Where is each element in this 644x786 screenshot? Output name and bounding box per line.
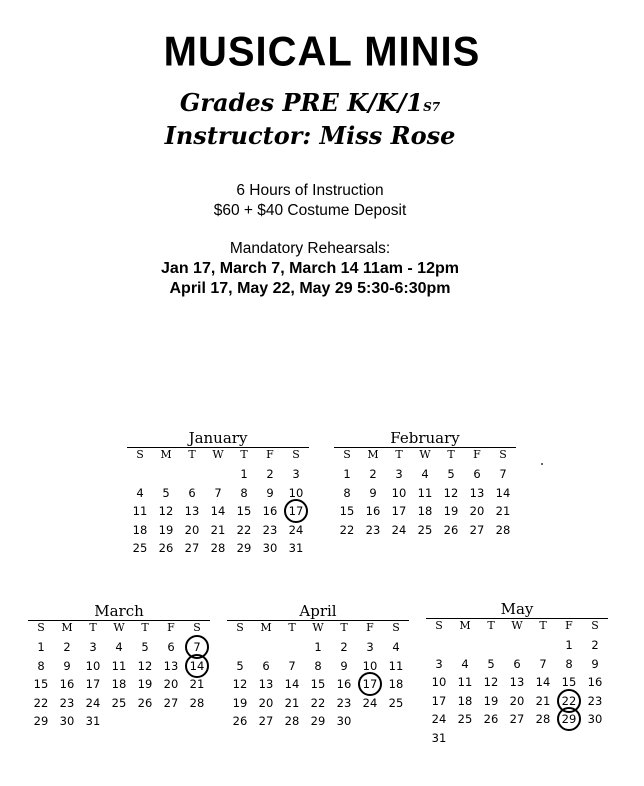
calendar-day: 23 [262,522,278,537]
calendar-day: 10 [362,658,378,673]
calendar-day: 26 [158,541,174,555]
rehearsal-circle [284,499,308,523]
calendar-day: 19 [232,695,248,710]
calendar-day: 15 [310,677,326,691]
calendar-day: 15 [236,504,252,518]
calendar-day-grid [127,462,309,559]
calendar-day: 22 [236,522,252,537]
calendar-day: 10 [85,658,101,673]
calendar-day: 20 [258,695,274,710]
calendar-day: 28 [210,541,226,555]
calendar-day: 28 [495,522,511,537]
calendar-day: 21 [535,693,551,708]
calendar-day: 5 [141,640,149,654]
calendar-day: 9 [63,658,71,673]
calendar-day: 16 [365,504,381,518]
calendar-day: 12 [137,658,153,673]
calendar-day: 20 [184,522,200,537]
calendar-day: 27 [184,541,200,555]
calendar-day: 19 [483,693,499,708]
calendar-day: 20 [469,504,485,518]
calendar-day: 8 [343,485,351,500]
weekday-header: T [141,621,149,634]
calendar-day: 27 [509,712,525,726]
calendar-month-title: March [28,603,210,621]
calendar-day: 23 [59,695,75,710]
weekday-header-row [127,448,309,462]
calendar-january [127,430,309,559]
calendar-may [426,601,608,748]
weekday-header: T [447,448,455,461]
calendar-day: 22 [33,695,49,710]
calendar-day: 15 [561,675,577,689]
calendar-day: 4 [461,656,469,671]
weekday-header: T [288,621,296,634]
weekday-header: S [136,448,144,461]
calendar-february [334,430,516,540]
calendar-day: 29 [310,714,326,728]
calendar-day: 6 [262,658,270,673]
calendar-day: 4 [392,640,400,654]
calendar-day: 21 [284,695,300,710]
grades-suffix: S7 [423,100,441,114]
calendar-day: 11 [457,675,473,689]
calendar-day: 18 [388,677,404,691]
rehearsal-circle [185,654,209,678]
weekday-header: S [37,621,45,634]
calendar-day: 23 [336,695,352,710]
calendar-day: 28 [284,714,300,728]
weekday-header: S [392,621,400,634]
calendar-day: 19 [137,677,153,691]
calendar-day: 1 [314,640,322,654]
calendar-day: 28 [189,695,205,710]
calendar-day: 17 [283,502,309,520]
calendar-day: 26 [232,714,248,728]
calendar-day: 8 [240,485,248,500]
calendar-day: 17 [85,677,101,691]
weekday-header: S [193,621,201,634]
weekday-header: S [236,621,244,634]
calendar-day: 24 [362,695,378,710]
rehearsal-circle [557,707,581,731]
calendar-day: 25 [111,695,127,710]
calendar-day: 16 [262,504,278,518]
calendar-day: 29 [236,541,252,555]
calendar-day: 11 [417,485,433,500]
calendar-day: 30 [336,714,352,728]
calendar-day: 9 [340,658,348,673]
calendar-day: 21 [210,522,226,537]
page-title: MUSICAL MINIS [163,28,481,76]
calendar-day: 19 [443,504,459,518]
calendar-day: 14 [535,675,551,689]
calendar-day: 14 [284,677,300,691]
calendar-day: 25 [417,522,433,537]
weekday-header: S [292,448,300,461]
calendar-day: 24 [288,522,304,537]
calendar-day: 18 [132,522,148,537]
calendar-day: 13 [163,658,179,673]
weekday-header: S [591,619,599,632]
calendar-day: 5 [236,658,244,673]
calendar-day: 2 [63,640,71,654]
calendar-day: 4 [421,467,429,481]
rehearsals-label: Mandatory Rehearsals: [229,240,391,257]
calendar-day: 29 [33,714,49,728]
weekday-header: S [435,619,443,632]
calendar-day: 27 [469,522,485,537]
weekday-header: W [113,621,125,634]
calendar-day: 3 [435,656,443,671]
calendar-day: 13 [258,677,274,691]
calendar-day: 6 [188,485,196,500]
calendar-day: 30 [262,541,278,555]
calendar-day: 29 [556,710,582,728]
calendar-day: 14 [210,504,226,518]
calendar-day: 16 [59,677,75,691]
calendar-day: 26 [483,712,499,726]
weekday-header: T [395,448,403,461]
calendar-day: 1 [565,638,573,652]
instructor-heading: Instructor: Miss Rose [164,121,456,150]
weekday-header: T [240,448,248,461]
calendar-day: 15 [339,504,355,518]
weekday-header: F [473,448,481,461]
calendar-day: 8 [314,658,322,673]
grades-text: Grades PRE K/K/1 [179,88,424,117]
calendar-day: 11 [132,504,148,518]
calendar-day-grid [227,635,409,732]
calendar-day: 13 [509,675,525,689]
calendar-day: 12 [443,485,459,500]
calendar-day: 23 [587,693,603,708]
weekday-header: F [565,619,573,632]
calendar-march [28,603,210,732]
calendar-day: 5 [447,467,455,481]
calendar-day: 4 [115,640,123,654]
calendar-day: 26 [137,695,153,710]
calendar-day: 17 [357,675,383,693]
calendar-day: 27 [163,695,179,710]
weekday-header: S [499,448,507,461]
calendar-day: 30 [59,714,75,728]
calendar-day: 20 [509,693,525,708]
calendar-day: 13 [184,504,200,518]
weekday-header: T [89,621,97,634]
calendar-day: 2 [591,638,599,652]
calendar-day: 24 [85,695,101,710]
calendar-day: 7 [214,485,222,500]
weekday-header-row [227,621,409,635]
calendar-day: 4 [136,485,144,500]
calendar-day: 22 [339,522,355,537]
calendar-day: 2 [266,467,274,481]
calendar-day: 25 [132,541,148,555]
calendar-month-title: January [127,430,309,448]
calendar-day: 7 [288,658,296,673]
calendar-day: 24 [431,712,447,726]
weekday-header: M [367,448,379,461]
calendar-day: 12 [483,675,499,689]
calendar-day: 6 [473,467,481,481]
calendar-day: 22 [556,692,582,710]
calendar-day: 26 [443,522,459,537]
calendar-day: 31 [431,730,447,745]
calendar-day: 14 [184,657,210,675]
calendar-day: 8 [37,658,45,673]
calendar-day: 3 [395,467,403,481]
calendar-day-grid [426,633,608,748]
calendar-day: 9 [369,485,377,500]
calendar-day: 2 [369,467,377,481]
calendar-day: 1 [37,640,45,654]
calendar-day: 15 [33,677,49,691]
weekday-header: F [366,621,374,634]
rehearsal-line-2: April 17, May 22, May 29 5:30-6:30pm [169,280,451,297]
calendar-day: 8 [565,656,573,671]
weekday-header: F [167,621,175,634]
stray-dot [541,463,543,465]
calendar-day: 5 [162,485,170,500]
calendar-day: 11 [111,658,127,673]
calendar-day: 25 [457,712,473,726]
weekday-header-row [426,619,608,633]
calendar-day: 10 [288,485,304,500]
weekday-header: T [487,619,495,632]
rehearsal-line-1: Jan 17, March 7, March 14 11am - 12pm [161,260,459,277]
weekday-header-row [28,621,210,635]
weekday-header: W [212,448,224,461]
calendar-day: 9 [591,656,599,671]
calendar-day: 2 [340,640,348,654]
weekday-header: W [312,621,324,634]
calendar-day: 16 [587,675,603,689]
weekday-header-row [334,448,516,462]
weekday-header: F [266,448,274,461]
calendar-day: 18 [111,677,127,691]
calendar-day: 25 [388,695,404,710]
calendar-day: 12 [158,504,174,518]
calendar-day: 1 [343,467,351,481]
calendar-april [227,603,409,732]
calendar-day: 24 [391,522,407,537]
weekday-header: M [160,448,172,461]
weekday-header: M [459,619,471,632]
calendar-day: 20 [163,677,179,691]
calendar-day-grid [28,635,210,732]
calendar-day: 1 [240,467,248,481]
calendar-day: 17 [431,693,447,708]
calendar-day: 3 [89,640,97,654]
calendar-day: 7 [499,467,507,481]
calendar-day: 14 [495,485,511,500]
rehearsal-circle [358,672,382,696]
weekday-header: T [539,619,547,632]
calendar-month-title: May [426,601,608,619]
calendar-day: 18 [457,693,473,708]
price-line: $60 + $40 Costume Deposit [213,202,407,219]
hours-line: 6 Hours of Instruction [236,182,384,199]
calendar-day: 10 [431,675,447,689]
calendar-day: 30 [587,712,603,726]
calendar-month-title: April [227,603,409,621]
weekday-header: W [419,448,431,461]
grades-heading [0,88,620,117]
weekday-header: M [61,621,73,634]
calendar-day: 21 [495,504,511,518]
calendar-day: 3 [366,640,374,654]
calendar-day: 23 [365,522,381,537]
calendar-day: 7 [184,638,210,656]
calendar-day: 27 [258,714,274,728]
weekday-header: T [340,621,348,634]
calendar-day: 28 [535,712,551,726]
calendar-day: 21 [189,677,205,691]
calendar-day: 7 [539,656,547,671]
calendar-day: 3 [292,467,300,481]
calendar-day: 17 [391,504,407,518]
calendar-day: 19 [158,522,174,537]
calendar-day: 6 [167,640,175,654]
calendar-day: 22 [310,695,326,710]
weekday-header: T [188,448,196,461]
weekday-header: M [260,621,272,634]
weekday-header: S [343,448,351,461]
calendar-day: 11 [388,658,404,673]
weekday-header: W [511,619,523,632]
calendar-day: 31 [288,541,304,555]
calendar-day: 18 [417,504,433,518]
calendar-day: 9 [266,485,274,500]
calendar-day: 12 [232,677,248,691]
calendar-day: 6 [513,656,521,671]
calendar-month-title: February [334,430,516,448]
calendar-day: 13 [469,485,485,500]
calendar-day: 16 [336,677,352,691]
calendar-day: 10 [391,485,407,500]
calendar-day: 31 [85,714,101,728]
calendar-day: 5 [487,656,495,671]
calendar-day-grid [334,462,516,540]
